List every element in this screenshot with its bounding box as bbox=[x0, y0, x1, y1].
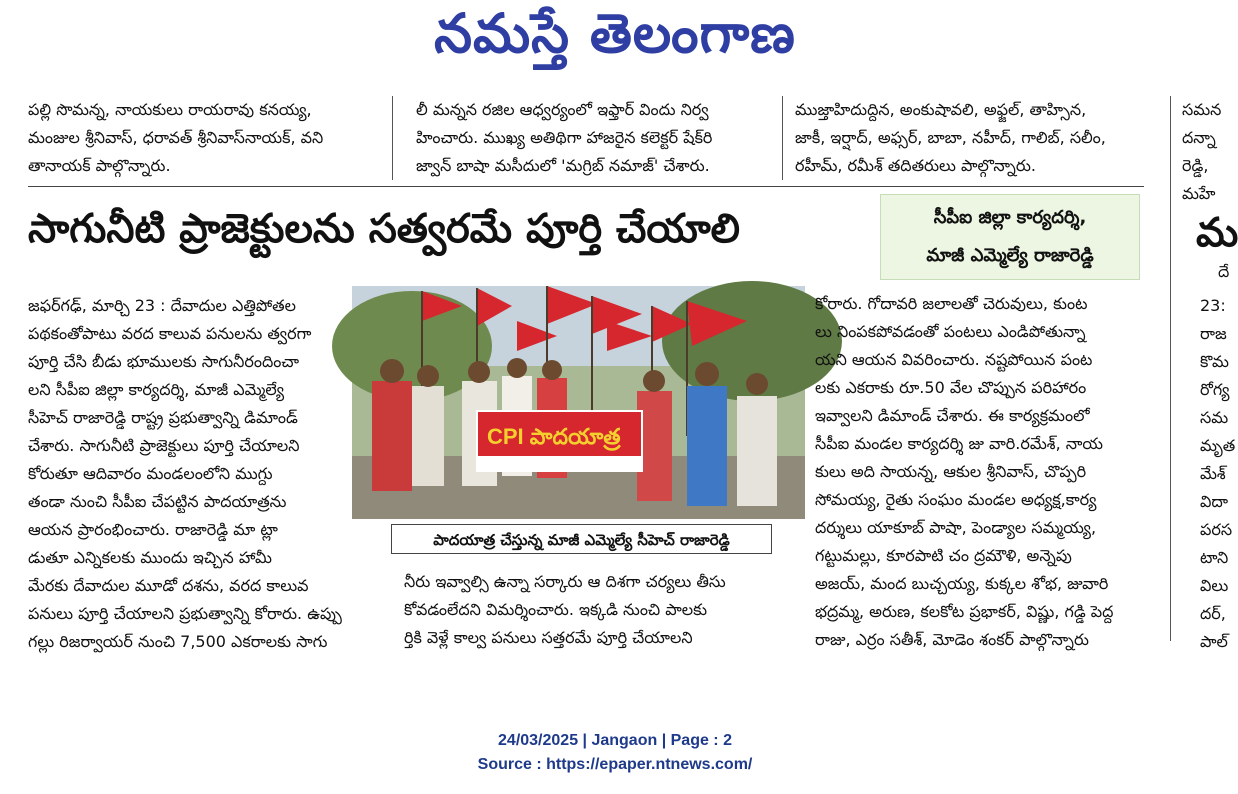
text-line: మహే bbox=[1182, 184, 1216, 203]
text-line: పూర్తి చేసి బీడు భూములకు సాగునీరందించా bbox=[28, 352, 300, 371]
text-line: మృత bbox=[1200, 436, 1236, 455]
edition-info: 24/03/2025 | Jangaon | Page : 2 bbox=[498, 732, 732, 749]
text-line: విదా bbox=[1200, 492, 1229, 511]
section-divider bbox=[28, 186, 1144, 187]
text-line: దన్నా bbox=[1182, 128, 1216, 147]
text-line: లని సీపీఐ జిల్లా కార్యదర్శి, మాజీ ఎమ్మెల్యే bbox=[28, 380, 285, 399]
rally-photo-illustration bbox=[352, 286, 805, 519]
text-line: మేశ్ bbox=[1200, 464, 1226, 483]
text-line: సీహెచ్ రాజారెడ్డి రాష్ట్ర ప్రభుత్వాన్ని డిమాండ్ bbox=[28, 408, 298, 427]
text-line: కోరారు. గోదావరి జలాలతో చెరువులు, కుంట bbox=[815, 294, 1088, 313]
adjacent-text-line: దే bbox=[1218, 262, 1230, 281]
text-line: ర్తికి వెళ్లే కాల్వ పనులు సత్తరమే పూర్తి చేయాలని bbox=[404, 628, 693, 647]
text-line: దర్, bbox=[1200, 604, 1226, 623]
text-line: హించారు. ముఖ్య అతిథిగా హాజరైన కలెక్టర్ షేక్‌రి bbox=[416, 128, 713, 147]
column-divider bbox=[1170, 96, 1171, 641]
photo-caption: పాదయాత్ర చేస్తున్న మాజీ ఎమ్మెల్యే సీహెచ్ రాజారెడ్డి bbox=[391, 524, 772, 554]
article-column-2 bbox=[404, 568, 759, 652]
article-headline: సాగునీటి ప్రాజెక్టులను సత్వరమే పూర్తి చేయాలి bbox=[28, 206, 740, 252]
subhead-line: మాజీ ఎమ్మెల్యే రాజారెడ్డి bbox=[926, 245, 1094, 266]
masthead bbox=[0, 2, 1230, 79]
text-line: తండా నుంచి సీపీఐ చేపట్టిన పాదయాత్రను bbox=[28, 492, 287, 511]
text-line: భద్రమ్మ, అరుణ, కలకోట ప్రభాకర్, విష్ణు, గడ్డి పెద్ద bbox=[815, 602, 1114, 621]
masthead-title: నమస్తే తెలంగాణ bbox=[434, 2, 796, 65]
article-subhead bbox=[880, 194, 1140, 280]
article-column-1 bbox=[28, 292, 376, 656]
adjacent-headline-fragment: మ bbox=[1196, 210, 1238, 256]
top-column-1 bbox=[28, 96, 380, 180]
text-line: ఇవ్వాలని డిమాండ్ చేశారు. ఈ కార్యక్రమంలో bbox=[815, 406, 1090, 425]
text-line: టాని bbox=[1200, 548, 1229, 567]
text-line: విలు bbox=[1200, 576, 1229, 595]
text-line: కొమ bbox=[1200, 352, 1229, 371]
text-line: కులు అది సాయన్న, ఆకుల శ్రీనివాస్, చొప్పరి bbox=[815, 462, 1087, 481]
text-line: సీపీఐ మండల కార్యదర్శి జు వారి.రమేశ్, నాయ bbox=[815, 434, 1103, 453]
source-link[interactable]: Source : https://epaper.ntnews.com/ bbox=[477, 756, 753, 773]
text-line: ఆయన ప్రారంభించారు. రాజారెడ్డి మా ట్లా bbox=[28, 520, 278, 539]
text-line: జ్వాన్ బాషా మసీదులో 'మగ్రిబ్ నమాజ్' చేశారు. bbox=[416, 156, 710, 175]
banner-text: CPI పాదయాత్ర bbox=[487, 424, 621, 449]
text-line: పాల్ bbox=[1200, 632, 1228, 651]
text-line: నీరు ఇవ్వాల్సి ఉన్నా సర్కారు ఆ దిశగా చర్యలు తీసు bbox=[404, 572, 726, 591]
text-line: పరస bbox=[1200, 520, 1233, 539]
text-line: పనులు పూర్తి చేయాలని ప్రభుత్వాన్ని కోరారు. ఉప్పు bbox=[28, 604, 342, 623]
text-line: చేశారు. సాగునీటి ప్రాజెక్టులు పూర్తి చేయాలని bbox=[28, 436, 300, 455]
text-line: గల్లు రిజర్వాయర్ నుంచి 7,500 ఎకరాలకు సాగు bbox=[28, 632, 328, 651]
text-line: కోరుతూ ఆదివారం మండలంలోని ముగ్దు bbox=[28, 464, 273, 483]
text-line: రోగ్య bbox=[1200, 380, 1230, 399]
article-column-3 bbox=[815, 290, 1140, 654]
top-column-3 bbox=[795, 96, 1145, 180]
text-line: రాజ bbox=[1200, 324, 1227, 343]
subhead-line: సీపీఐ జిల్లా కార్యదర్శి, bbox=[933, 207, 1087, 228]
text-line: అజయ్, మంద బుచ్చయ్య, కుక్కల శోభ, జువారి bbox=[815, 574, 1109, 593]
text-line: మంజుల శ్రీనివాస్, ధరావత్ శ్రీనివాస్‌నాయక్, వని bbox=[28, 128, 324, 147]
text-line: పథకంతోపాటు వరద కాలువ పనులను త్వరగా bbox=[28, 324, 312, 343]
column-divider bbox=[392, 96, 393, 180]
text-line: లకు ఎకరాకు రూ.50 వేల చొప్పున పరిహారం bbox=[815, 378, 1087, 397]
text-line: ముజ్తాహిదుద్దిన, అంకుషావలి, అఫ్జల్, తాహ్సిన, bbox=[795, 100, 1087, 119]
top-column-2 bbox=[416, 96, 771, 180]
text-line: లీ మన్నన రజిల ఆధ్వర్యంలో ఇఫ్తార్ విందు నిర్వ bbox=[416, 100, 709, 119]
text-line: మేరకు దేవాదుల మూడో దశను, వరద కాలువ bbox=[28, 576, 309, 595]
text-line: జాకీ, ఇర్షాద్, అఫ్సర్, బాబా, నహీద్, గాలిబ్, సలీం, bbox=[795, 128, 1106, 147]
column-divider bbox=[782, 96, 783, 180]
article-photo bbox=[352, 286, 805, 519]
top-column-4 bbox=[1182, 96, 1230, 208]
text-line: దర్శులు యాకూబ్ పాషా, పెండ్యాల సమ్మయ్య, bbox=[815, 518, 1097, 537]
text-line: రాజు, ఎర్రం సతీశ్, మోడెం శంకర్ పాల్గొన్నారు bbox=[815, 630, 1089, 649]
adjacent-column bbox=[1200, 292, 1236, 656]
text-line: గట్టుమల్లు, కూరపాటి చం ద్రమౌళి, అన్నెపు bbox=[815, 546, 1072, 565]
text-line: డుతూ ఎన్నికలకు ముందు ఇచ్చిన హామీ bbox=[28, 548, 272, 567]
text-line: లు నింపకపోవడంతో పంటలు ఎండిపోతున్నా bbox=[815, 322, 1086, 341]
text-line: కోవడంలేదని విమర్శించారు. ఇక్కడి నుంచి పాలకు bbox=[404, 600, 707, 619]
text-line: సమ bbox=[1200, 408, 1229, 427]
text-line: జఫర్‌గఢ్, మార్చి 23 : దేవాదుల ఎత్తిపోతల bbox=[28, 296, 296, 315]
text-line: యని ఆయన వివరించారు. నష్టపోయిన పంట bbox=[815, 350, 1093, 369]
text-line: పల్లి సొమన్న, నాయకులు రాయరావు కనయ్య, bbox=[28, 100, 312, 119]
text-line: 23: bbox=[1200, 296, 1226, 315]
text-line: రెడ్డి, bbox=[1182, 156, 1209, 175]
text-line: రహీమ్, రమీశ్ తదితరులు పాల్గొన్నారు. bbox=[795, 156, 1036, 175]
text-line: సమన bbox=[1182, 100, 1222, 119]
text-line: సోమయ్య, రైతు సంఘం మండల అధ్యక్ష,కార్య bbox=[815, 490, 1097, 509]
text-line: తానాయక్ పాల్గొన్నారు. bbox=[28, 156, 171, 175]
